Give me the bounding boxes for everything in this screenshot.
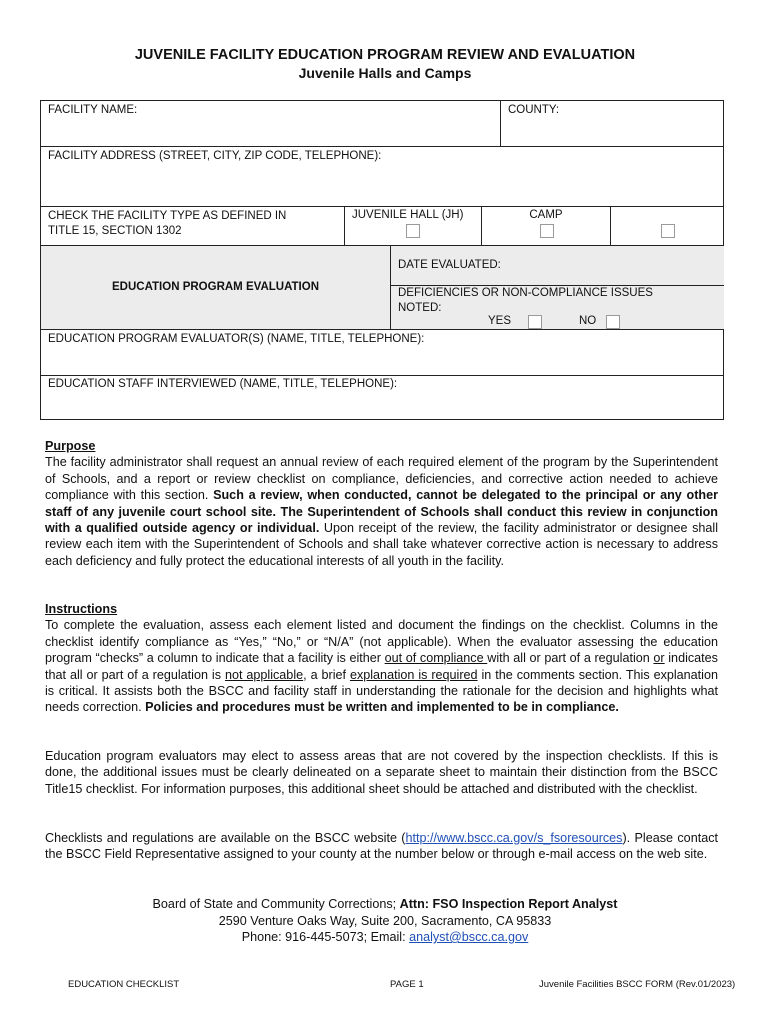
deficiencies-line1: DEFICIENCIES OR NON-COMPLIANCE ISSUES xyxy=(398,287,653,299)
facility-type-label xyxy=(41,207,293,241)
facility-address-label: FACILITY ADDRESS (STREET, CITY, ZIP CODE, TELEPHONE): xyxy=(48,150,382,162)
email-link[interactable]: analyst@bscc.ca.gov xyxy=(409,930,529,944)
purpose-heading: Purpose xyxy=(45,439,96,453)
date-evaluated-label: DATE EVALUATED: xyxy=(398,259,501,271)
additional-paragraph: Education program evaluators may elect to assess areas that are not covered by the inspection checklists. If this is done, the additional issues must be clearly delineated on a separate sheet to maintain their distinction from the BSCC Title15 checklist. For information purposes, this additional sheet should be attached and distributed with the checklist. xyxy=(45,749,718,796)
instructions-section xyxy=(45,601,718,716)
facility-type-line1: CHECK THE FACILITY TYPE AS DEFINED IN xyxy=(48,210,287,222)
checklists-paragraph: Checklists and regulations are available on the BSCC website (http://www.bscc.ca.gov/s_fsoresources). Please contact the BSCC Field Representative assigned to your county at the number below or through e-mail access on the web site. xyxy=(45,831,718,862)
purpose-paragraph: The facility administrator shall request an annual review of each required element of the program by the Superintendent of Schools, and a report or review checklist on compliance, deficiencies, and corrective action needed to achieve compliance with this section. Such a review, when conducted, cannot be delegated to the principal or any other staff of any juvenile court school site. The Superintendent of Schools shall conduct this review in conjunction with a qualified outside agency or individual. Upon receipt of the review, the facility administrator or designee shall review each item with the Superintendent of Schools and shall take whatever corrective action is necessary to address each deficiency and fully protect the educational interests of all youth in the facility. xyxy=(45,455,718,568)
footer-page-number: PAGE 1 xyxy=(390,979,424,990)
camp-checkbox[interactable] xyxy=(540,224,554,238)
bscc-website-link[interactable]: http://www.bscc.ca.gov/s_fsoresources xyxy=(405,831,623,845)
deficiencies-yes-checkbox[interactable] xyxy=(528,315,542,329)
purpose-section xyxy=(45,438,718,569)
deficiencies-label xyxy=(391,284,660,318)
address-street-line: 2590 Venture Oaks Way, Suite 200, Sacramento, CA 95833 xyxy=(218,914,552,928)
page-subtitle: Juvenile Halls and Camps xyxy=(298,65,472,81)
facility-name-label: FACILITY NAME: xyxy=(48,104,138,116)
checklists-section xyxy=(45,830,718,863)
other-type-checkbox[interactable] xyxy=(661,224,675,238)
facility-info-form xyxy=(40,100,724,420)
evaluators-label: EDUCATION PROGRAM EVALUATOR(S) (NAME, TITLE, TELEPHONE): xyxy=(48,333,425,345)
address-phone-line: Phone: 916-445-5073; Email: analyst@bscc.ca.gov xyxy=(241,930,529,944)
juvenile-hall-label: JUVENILE HALL (JH) xyxy=(352,209,464,221)
no-label: NO xyxy=(579,315,597,327)
footer-left: EDUCATION CHECKLIST xyxy=(68,979,180,990)
facility-type-line2: TITLE 15, SECTION 1302 xyxy=(48,225,182,237)
yes-label: YES xyxy=(488,315,512,327)
additional-section xyxy=(45,748,718,797)
instructions-paragraph: To complete the evaluation, assess each element listed and document the findings on the checklist. Columns in the checklist identify compliance as “Yes,” “No,” or “N/A” (not applicable). When the evaluator assessing the education program “checks” a column to indicate that a facility is either out of compliance with all or part of a regulation or indicates that all or part of a regulation is not applicable, a brief explanation is required in the comments section. This explanation is critical. It assists both the BSCC and facility staff in understanding the rationale for the decision and highlights what needs correction. Policies and procedures must be written and implemented to be in compliance. xyxy=(45,618,718,715)
education-program-evaluation-label: EDUCATION PROGRAM EVALUATION xyxy=(112,281,319,293)
footer-form-id: Juvenile Facilities BSCC FORM (Rev.01/2023) xyxy=(539,979,736,990)
county-label: COUNTY: xyxy=(508,104,560,116)
deficiencies-line2: NOTED: xyxy=(398,302,442,314)
staff-interviewed-label: EDUCATION STAFF INTERVIEWED (NAME, TITLE, TELEPHONE): xyxy=(48,378,398,390)
deficiencies-no-checkbox[interactable] xyxy=(606,315,620,329)
page-title: JUVENILE FACILITY EDUCATION PROGRAM REVIEW AND EVALUATION xyxy=(134,47,636,63)
instructions-heading: Instructions xyxy=(45,602,118,616)
juvenile-hall-checkbox[interactable] xyxy=(406,224,420,238)
camp-label: CAMP xyxy=(529,209,563,221)
address-org-line: Board of State and Community Corrections; Attn: FSO Inspection Report Analyst xyxy=(152,897,618,911)
